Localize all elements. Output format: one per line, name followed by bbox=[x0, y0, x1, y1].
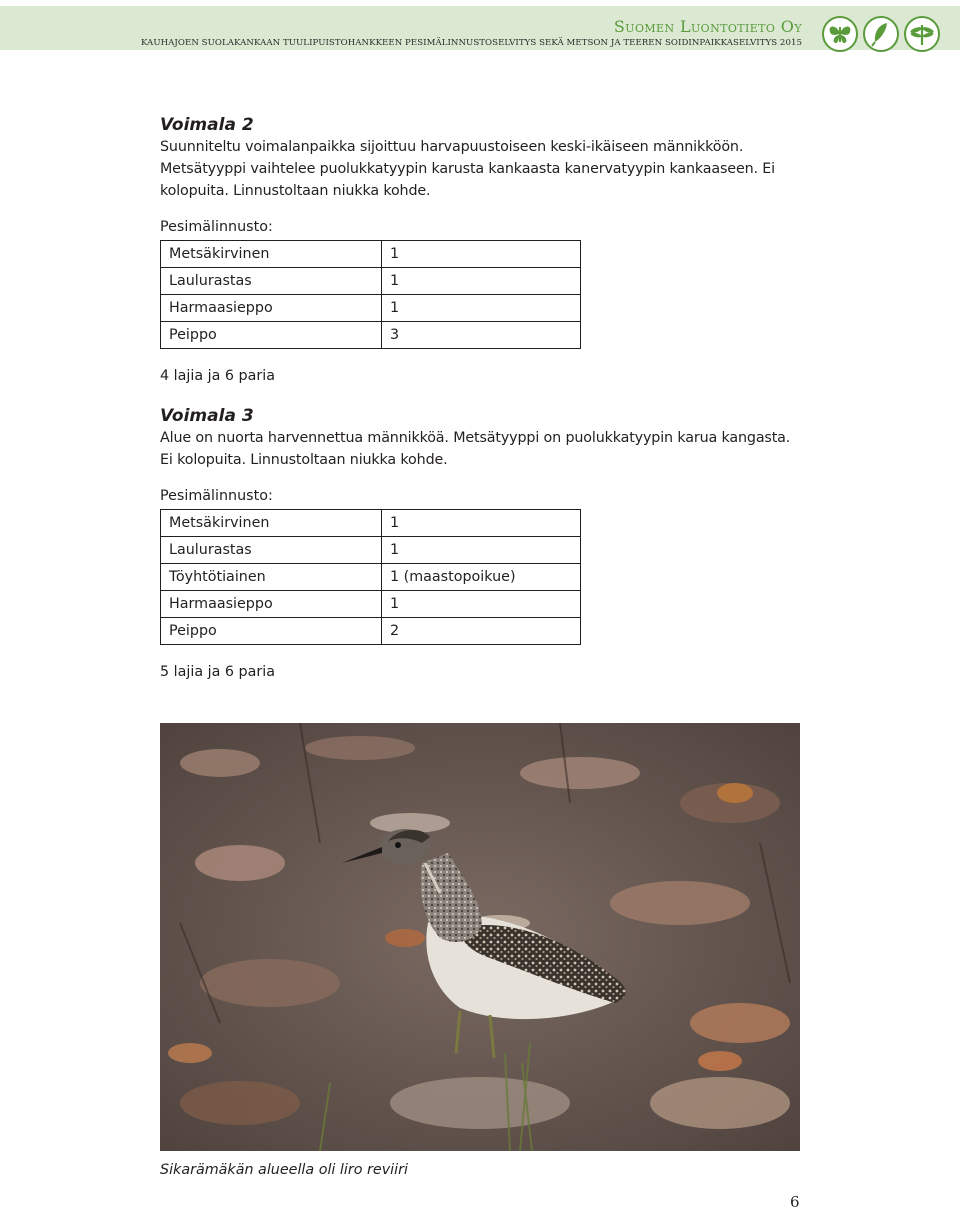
breeding-birds-label: Pesimälinnusto: bbox=[160, 488, 273, 504]
table-row bbox=[161, 268, 581, 295]
species-summary: 5 lajia ja 6 paria bbox=[160, 664, 275, 680]
breeding-birds-table bbox=[160, 509, 581, 645]
section-heading: Voimala 2 bbox=[160, 115, 254, 135]
report-title: KAUHAJOEN SUOLAKANKAAN TUULIPUISTOHANKKEEN PESIMÄLINNUSTOSELVITYS SEKÄ METSON JA TEEREN SOIDINPAIKKASELVITYS 2015 bbox=[140, 38, 802, 48]
site-description: Alue on nuorta harvennettua männikköä. Metsätyyppi on puolukkatyypin karua kangasta. Ei kolopuita. Linnustoltaan niukka kohde. bbox=[160, 430, 791, 468]
count-cell: 1 (maastopoikue) bbox=[382, 564, 581, 591]
header-band bbox=[0, 6, 960, 50]
breeding-birds-label: Pesimälinnusto: bbox=[160, 219, 273, 235]
species-summary: 4 lajia ja 6 paria bbox=[160, 368, 275, 384]
company-name: Suomen Luontotieto Oy bbox=[613, 17, 802, 36]
species-cell: Metsäkirvinen bbox=[161, 510, 382, 537]
page-number: 6 bbox=[790, 1193, 800, 1211]
table-row bbox=[161, 591, 581, 618]
table-row bbox=[161, 241, 581, 268]
species-cell: Laulurastas bbox=[161, 537, 382, 564]
section-heading: Voimala 3 bbox=[160, 406, 254, 426]
species-cell: Harmaasieppo bbox=[161, 295, 382, 322]
species-cell: Laulurastas bbox=[161, 268, 382, 295]
count-cell: 1 bbox=[382, 241, 581, 268]
dragonfly-icon bbox=[904, 16, 940, 52]
site-description: Suunniteltu voimalanpaikka sijoittuu harvapuustoiseen keski-ikäiseen männikköön. Metsätyyppi vaihtelee puolukkatyypin karusta kankaasta kanervatyypin kankaaseen. Ei kolopuita. Linnustoltaan niukka kohde. bbox=[160, 139, 775, 199]
table-row bbox=[161, 564, 581, 591]
species-cell: Töyhtötiainen bbox=[161, 564, 382, 591]
report-content bbox=[160, 114, 800, 683]
butterfly-icon bbox=[822, 16, 858, 52]
count-cell: 1 bbox=[382, 295, 581, 322]
table-row bbox=[161, 295, 581, 322]
table-row bbox=[161, 537, 581, 564]
wood-sandpiper-photo bbox=[160, 723, 800, 1151]
species-cell: Peippo bbox=[161, 618, 382, 645]
photo-caption: Sikarämäkän alueella oli liro reviiri bbox=[160, 1162, 408, 1178]
table-row bbox=[161, 322, 581, 349]
count-cell: 1 bbox=[382, 591, 581, 618]
table-row bbox=[161, 510, 581, 537]
breeding-birds-table bbox=[160, 240, 581, 349]
species-cell: Metsäkirvinen bbox=[161, 241, 382, 268]
feather-icon bbox=[863, 16, 899, 52]
species-cell: Peippo bbox=[161, 322, 382, 349]
species-cell: Harmaasieppo bbox=[161, 591, 382, 618]
table-row bbox=[161, 618, 581, 645]
count-cell: 1 bbox=[382, 268, 581, 295]
count-cell: 1 bbox=[382, 537, 581, 564]
count-cell: 1 bbox=[382, 510, 581, 537]
count-cell: 2 bbox=[382, 618, 581, 645]
count-cell: 3 bbox=[382, 322, 581, 349]
